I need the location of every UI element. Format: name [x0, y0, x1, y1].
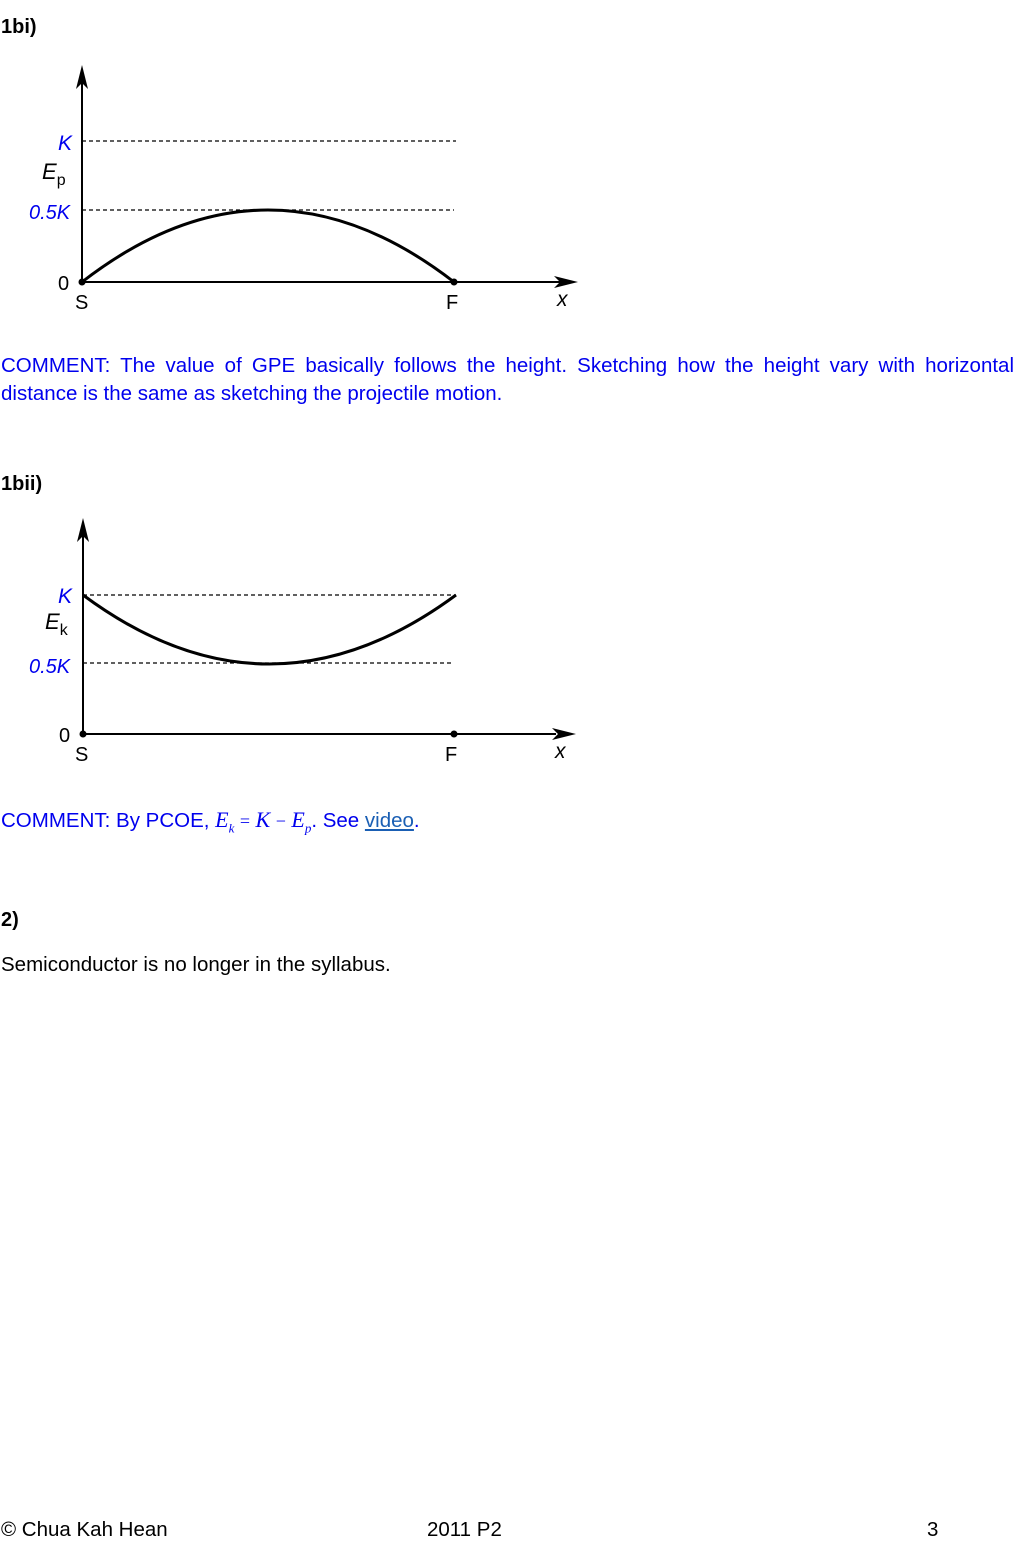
y-axis-label: $E_k$ — [45, 609, 68, 639]
tick-label-half-k: 0.5K — [29, 656, 71, 678]
eq-lhs: E — [215, 807, 229, 832]
graph-gpe — [0, 55, 600, 320]
footer-author: © Chua Kah Hean — [1, 1518, 168, 1541]
pcoe-equation — [215, 807, 312, 836]
question-heading-1bii: 1bii) — [1, 473, 43, 495]
y-axis-label: $E_p$ — [42, 159, 66, 189]
eq-minus: − — [275, 811, 286, 831]
comment-mid: . See — [311, 809, 360, 832]
eq-lhs-sub: k — [228, 820, 235, 836]
ke-curve — [83, 595, 456, 664]
comment-1bii — [1, 806, 420, 842]
video-link[interactable]: video — [364, 809, 414, 832]
tick-label-k: K — [58, 132, 73, 155]
x-start-label: S — [75, 744, 89, 766]
origin-point — [79, 279, 86, 286]
origin-point — [80, 731, 87, 738]
graph-ke — [0, 508, 600, 773]
footer-page-number: 3 — [927, 1518, 939, 1541]
x-start-label: S — [75, 292, 89, 314]
x-axis-label: x — [557, 288, 568, 311]
q2-text: Semiconductor is no longer in the syllabus. — [1, 953, 391, 976]
end-point — [451, 279, 458, 286]
end-point — [451, 731, 458, 738]
eq-rhs: E — [291, 807, 305, 832]
x-end-label: F — [445, 744, 458, 766]
eq-rhs-sub: p — [304, 820, 312, 836]
x-end-label: F — [446, 292, 459, 314]
question-heading-1bi: 1bi) — [1, 16, 37, 38]
tick-label-zero: 0 — [58, 273, 70, 295]
footer-paper: 2011 P2 — [427, 1518, 502, 1541]
comment-prefix: COMMENT: By PCOE, — [1, 809, 210, 832]
eq-k: K — [255, 807, 271, 832]
gpe-curve — [82, 210, 454, 282]
question-heading-2: 2) — [1, 909, 19, 931]
comment-end: . — [413, 809, 420, 832]
tick-label-zero: 0 — [59, 725, 71, 747]
x-axis-label: x — [555, 740, 566, 763]
tick-label-k: K — [58, 585, 73, 608]
comment-1bi: COMMENT: The value of GPE basically follows the height. Sketching how the height vary with horizontal distance is the same as sketching the projectile motion. — [1, 354, 1014, 405]
eq-sign: = — [239, 811, 251, 831]
tick-label-half-k: 0.5K — [29, 202, 71, 224]
